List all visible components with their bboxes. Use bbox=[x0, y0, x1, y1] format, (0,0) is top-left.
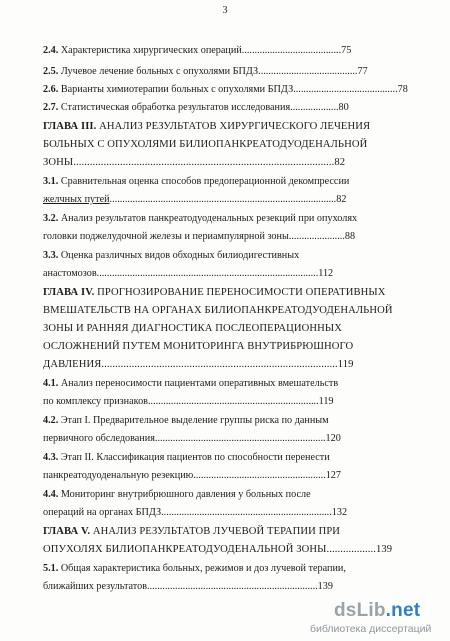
toc-page: 119 bbox=[337, 359, 354, 370]
toc-number: 2.5. bbox=[43, 66, 59, 77]
toc-dots: ......................................... bbox=[293, 84, 398, 95]
toc-dots: ................................................................... bbox=[147, 581, 318, 592]
toc-line bbox=[43, 378, 338, 390]
toc-line bbox=[43, 526, 340, 538]
toc-number: 3.2. bbox=[43, 213, 59, 224]
toc-line bbox=[43, 323, 342, 335]
toc-title: Лучевое лечение больных с опухолями БПДЗ bbox=[58, 66, 259, 77]
toc-dots: ............................................................................................... bbox=[73, 157, 335, 168]
toc-title: Анализ результатов панкреатодуоденальных резекций при опухолях bbox=[58, 213, 358, 224]
toc-dots: ................................................................... bbox=[161, 507, 332, 518]
toc-line bbox=[43, 287, 385, 299]
watermark-brand bbox=[334, 600, 420, 622]
toc-title: панкреатодуоденальную резекцию bbox=[43, 470, 194, 481]
toc-title: ЗОНЫ И РАННЯЯ ДИАГНОСТИКА ПОСЛЕОПЕРАЦИОННЫХ bbox=[43, 323, 342, 334]
toc-line bbox=[43, 396, 334, 408]
toc-dots: .................. bbox=[326, 544, 377, 555]
toc-title: ближайших результатов bbox=[43, 581, 148, 592]
toc-title: Характеристика хирургических операций bbox=[58, 45, 242, 56]
toc-number: 5.1. bbox=[43, 563, 59, 574]
toc-line bbox=[43, 121, 370, 133]
toc-page: 112 bbox=[318, 268, 334, 279]
toc-line bbox=[43, 194, 346, 206]
toc-page: 139 bbox=[376, 544, 393, 555]
toc-title: Общая характеристика больных, режимов и доз лучевой терапии, bbox=[58, 563, 346, 574]
toc-dots: ....................................... bbox=[258, 66, 358, 77]
toc-line bbox=[43, 250, 299, 262]
toc-line bbox=[43, 544, 392, 556]
toc-title: первичного обследования bbox=[43, 433, 155, 444]
toc-number: 3.1. bbox=[43, 176, 59, 187]
toc-title: Анализ переносимости пациентами оперативных вмешательств bbox=[58, 378, 339, 389]
toc-title: анастомозов bbox=[43, 268, 97, 279]
toc-number: 2.7. bbox=[43, 102, 59, 113]
toc-title: Оценка различных видов обходных билиодигестивных bbox=[58, 250, 300, 261]
toc-number: 2.4. bbox=[43, 45, 59, 56]
toc-line bbox=[43, 213, 357, 225]
toc-page: 132 bbox=[331, 507, 348, 518]
toc-title: операций на органах БПДЗ bbox=[43, 507, 162, 518]
toc-dots: ......................................................................................... bbox=[109, 194, 337, 205]
toc-title: АНАЛИЗ РЕЗУЛЬТАТОВ ЛУЧЕВОЙ ТЕРАПИИ ПРИ bbox=[90, 526, 341, 537]
toc-line bbox=[43, 359, 354, 371]
watermark bbox=[288, 600, 448, 636]
toc-dots: .................................................... bbox=[193, 470, 326, 481]
toc-page: 82 bbox=[334, 157, 346, 168]
watermark-brand-tld: .net bbox=[385, 600, 421, 621]
toc-title: по комплексу признаков bbox=[43, 396, 148, 407]
toc-title: ОПУХОЛЯХ БИЛИОПАНКРЕАТОДУОДЕНАЛЬНОЙ ЗОНЫ bbox=[43, 544, 327, 555]
toc-line bbox=[43, 341, 353, 353]
toc-number: 4.2. bbox=[43, 415, 59, 426]
toc-line bbox=[43, 470, 341, 482]
toc-line bbox=[43, 157, 345, 169]
toc-line bbox=[43, 433, 341, 445]
toc-title: ДАВЛЕНИЯ bbox=[43, 359, 102, 370]
toc-number: ГЛАВА V. bbox=[43, 526, 91, 537]
toc-title: Сравнительная оценка способов предоперационной декомпрессии bbox=[58, 176, 350, 187]
toc-line bbox=[43, 139, 367, 151]
toc-title: Мониторинг внутрибрюшного давления у больных после bbox=[58, 489, 311, 500]
toc-page: 75 bbox=[341, 45, 352, 56]
toc-line bbox=[43, 84, 408, 96]
toc-line bbox=[43, 268, 333, 280]
page-number: 3 bbox=[222, 5, 228, 16]
toc-page: 119 bbox=[318, 396, 334, 407]
toc-line bbox=[43, 176, 349, 188]
toc-page: 82 bbox=[336, 194, 347, 205]
toc-line bbox=[43, 563, 346, 575]
toc-dots: ...................... bbox=[288, 231, 345, 242]
toc-line bbox=[43, 102, 349, 114]
toc-title: головки поджелудочной железы и периампулярной зоны bbox=[43, 231, 289, 242]
toc-dots: ................................................................... bbox=[147, 396, 319, 407]
toc-title: ОСЛОЖНЕНИЙ ПУТЕМ МОНИТОРИНГА ВНУТРИБРЮШНОГО bbox=[43, 341, 354, 352]
toc-title: АНАЛИЗ РЕЗУЛЬТАТОВ ХИРУРГИЧЕСКОГО ЛЕЧЕНИЯ bbox=[96, 121, 371, 132]
toc-title: ЗОНЫ bbox=[43, 157, 74, 168]
toc-line bbox=[43, 489, 311, 501]
toc-title: Варианты химиотерапии больных с опухолями БПДЗ bbox=[58, 84, 294, 95]
toc-title: желчных путей bbox=[43, 194, 110, 205]
watermark-subtitle: библиотека диссертаций bbox=[310, 623, 432, 635]
toc-title: БОЛЬНЫХ С ОПУХОЛЯМИ БИЛИОПАНКРЕАТОДУОДЕНАЛЬНОЙ bbox=[43, 139, 368, 150]
toc-line bbox=[43, 66, 368, 78]
toc-page: 139 bbox=[317, 581, 333, 592]
toc-number: 4.4. bbox=[43, 489, 59, 500]
toc-dots: ....................................................................................... bbox=[96, 268, 319, 279]
toc-dots: ................................................................... bbox=[154, 433, 326, 444]
toc-dots: ....................................... bbox=[241, 45, 342, 56]
toc-page: 80 bbox=[338, 102, 349, 113]
toc-page: 78 bbox=[397, 84, 408, 95]
toc-title: Статистическая обработка результатов исследования bbox=[58, 102, 291, 113]
toc-title: ВМЕШАТЕЛЬСТВ НА ОРГАНАХ БИЛИОПАНКРЕАТОДУОДЕНАЛЬНОЙ bbox=[43, 305, 393, 316]
toc-line bbox=[43, 415, 329, 427]
toc-title: Этап I. Предварительное выделение группы риска по данным bbox=[58, 415, 329, 426]
watermark-brand-main: dsLib bbox=[334, 600, 386, 621]
toc-line bbox=[43, 452, 330, 464]
toc-line bbox=[43, 305, 393, 317]
toc-dots: ...................................................................................... bbox=[101, 359, 338, 370]
toc-page: 88 bbox=[344, 231, 356, 242]
toc-line bbox=[43, 581, 333, 593]
toc-page: 77 bbox=[357, 66, 368, 77]
toc-dots: ................... bbox=[290, 102, 339, 113]
toc-page: 127 bbox=[325, 470, 341, 481]
toc-line bbox=[43, 45, 351, 57]
toc-line bbox=[43, 507, 347, 519]
toc-number: 4.3. bbox=[43, 452, 59, 463]
toc-number: 2.6. bbox=[43, 84, 59, 95]
toc-number: ГЛАВА III. bbox=[43, 121, 97, 132]
toc-number: ГЛАВА IV. bbox=[43, 287, 95, 298]
toc-number: 4.1. bbox=[43, 378, 59, 389]
toc-number: 3.3. bbox=[43, 250, 59, 261]
toc-line bbox=[43, 231, 355, 243]
toc-title: ПРОГНОЗИРОВАНИЕ ПЕРЕНОСИМОСТИ ОПЕРАТИВНЫХ bbox=[94, 287, 386, 298]
toc-page: 120 bbox=[325, 433, 341, 444]
toc-title: Этап II. Классификация пациентов по способности перенести bbox=[58, 452, 330, 463]
